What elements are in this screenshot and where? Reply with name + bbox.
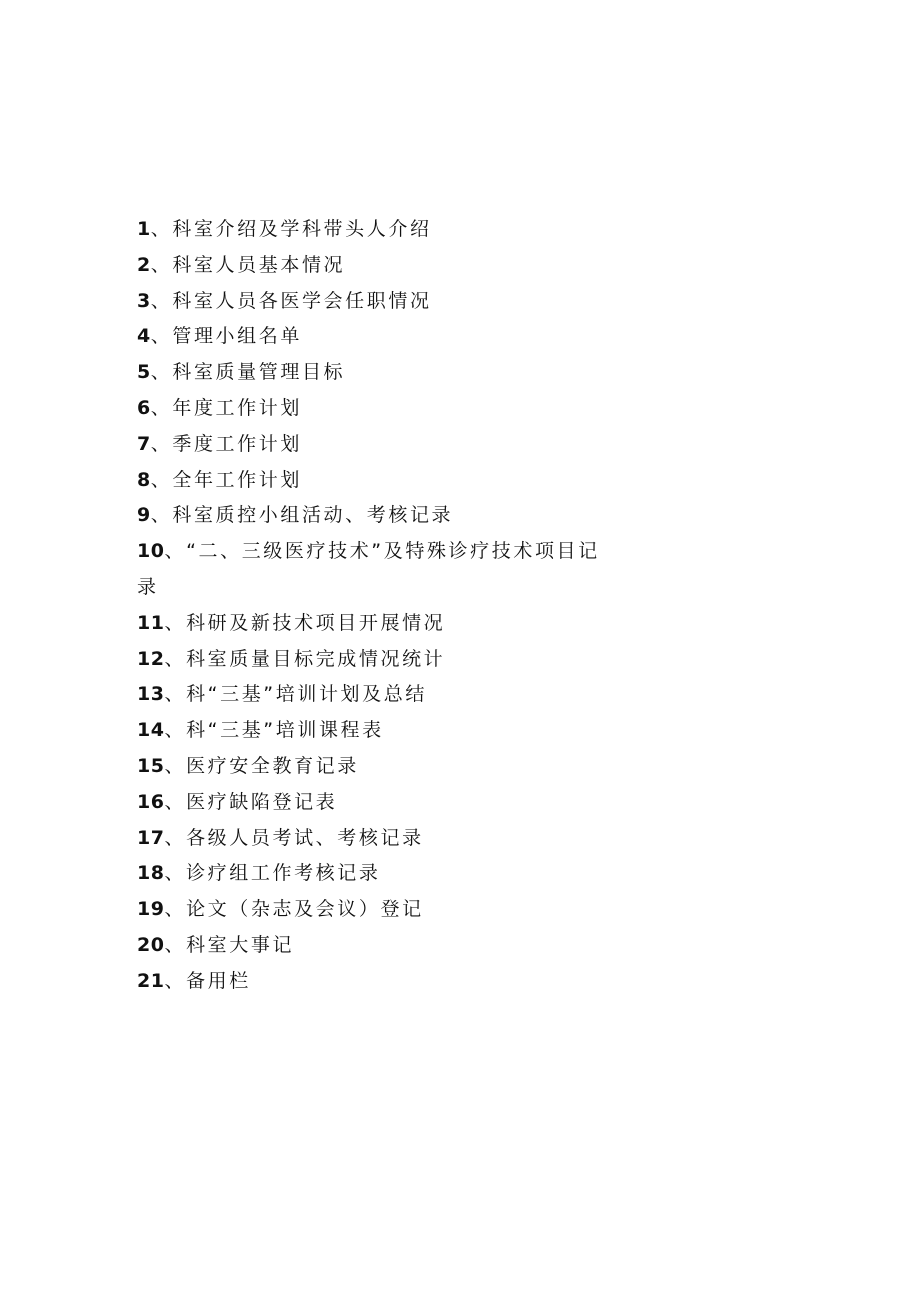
toc-item-separator: 、 (150, 325, 173, 348)
toc-item-separator: 、 (164, 683, 187, 706)
table-of-contents (137, 212, 617, 1000)
toc-item-text: 全年工作计划 (172, 468, 302, 491)
toc-item-text: “二、三级医疗技术”及特殊诊疗技术项目记录 (137, 540, 600, 598)
toc-item-separator: 、 (150, 432, 173, 455)
toc-item-7 (137, 427, 617, 463)
toc-item-number: 3 (137, 289, 151, 312)
toc-item-separator: 、 (150, 504, 173, 527)
toc-item-number: 15 (137, 754, 165, 777)
toc-item-number: 8 (137, 468, 151, 491)
toc-item-number: 7 (137, 432, 151, 455)
toc-item-number: 5 (137, 361, 151, 384)
toc-item-separator: 、 (164, 898, 187, 921)
toc-item-number: 1 (137, 218, 151, 240)
toc-item-separator: 、 (150, 289, 173, 312)
toc-item-10 (137, 534, 617, 606)
toc-item-2 (137, 248, 617, 284)
toc-item-number: 4 (137, 325, 151, 348)
toc-item-16 (137, 785, 617, 821)
toc-item-13 (137, 677, 617, 713)
toc-item-text: 季度工作计划 (172, 432, 302, 455)
toc-item-18 (137, 856, 617, 892)
toc-item-1 (137, 212, 617, 248)
toc-item-20 (137, 928, 617, 964)
toc-item-number: 19 (137, 898, 165, 921)
toc-item-11 (137, 606, 617, 642)
toc-item-19 (137, 892, 617, 928)
toc-item-9 (137, 498, 617, 534)
toc-item-separator: 、 (150, 468, 173, 491)
toc-item-number: 21 (137, 969, 165, 992)
toc-item-number: 2 (137, 253, 151, 276)
toc-item-8 (137, 463, 617, 499)
toc-item-3 (137, 284, 617, 320)
toc-item-number: 6 (137, 396, 151, 419)
toc-item-separator: 、 (164, 933, 187, 956)
toc-item-text: 科室质量目标完成情况统计 (186, 647, 446, 670)
toc-item-number: 16 (137, 790, 165, 813)
toc-item-text: 论文（杂志及会议）登记 (186, 898, 424, 921)
toc-item-separator: 、 (150, 396, 173, 419)
toc-item-text: 各级人员考试、考核记录 (186, 826, 424, 849)
toc-item-number: 11 (137, 611, 165, 634)
toc-item-text: 科室人员基本情况 (172, 253, 346, 276)
toc-item-separator: 、 (164, 969, 187, 992)
toc-item-number: 12 (137, 647, 165, 670)
toc-item-number: 17 (137, 826, 165, 849)
toc-item-separator: 、 (164, 790, 187, 813)
toc-item-separator: 、 (164, 862, 187, 885)
toc-item-5 (137, 355, 617, 391)
toc-item-text: 科研及新技术项目开展情况 (186, 611, 446, 634)
toc-item-text: 科室质控小组活动、考核记录 (172, 504, 454, 527)
toc-item-separator: 、 (164, 826, 187, 849)
toc-item-text: 科室大事记 (186, 933, 295, 956)
toc-item-6 (137, 391, 617, 427)
toc-item-14 (137, 713, 617, 749)
toc-item-text: 医疗安全教育记录 (186, 754, 359, 777)
toc-item-separator: 、 (150, 218, 173, 240)
toc-item-number: 14 (137, 719, 165, 742)
toc-item-number: 18 (137, 862, 165, 885)
toc-item-number: 20 (137, 933, 165, 956)
toc-item-separator: 、 (150, 361, 173, 384)
toc-item-text: 科室介绍及学科带头人介绍 (172, 218, 432, 240)
toc-item-number: 13 (137, 683, 165, 706)
toc-item-text: 管理小组名单 (172, 325, 302, 348)
toc-item-separator: 、 (164, 611, 187, 634)
toc-item-text: 科室质量管理目标 (172, 361, 346, 384)
toc-item-text: 备用栏 (186, 969, 251, 992)
toc-item-number: 10 (137, 540, 165, 563)
toc-item-separator: 、 (164, 754, 187, 777)
toc-item-4 (137, 319, 617, 355)
toc-item-text: 科“三基”培训课程表 (186, 719, 384, 742)
toc-item-text: 诊疗组工作考核记录 (186, 862, 381, 885)
toc-item-separator: 、 (164, 719, 187, 742)
toc-item-12 (137, 642, 617, 678)
toc-item-text: 科室人员各医学会任职情况 (172, 289, 432, 312)
toc-item-text: 医疗缺陷登记表 (186, 790, 338, 813)
toc-item-21 (137, 964, 617, 1000)
toc-item-text: 科“三基”培训计划及总结 (186, 683, 427, 706)
toc-item-separator: 、 (164, 540, 187, 563)
toc-item-separator: 、 (164, 647, 187, 670)
toc-item-number: 9 (137, 504, 151, 527)
toc-item-separator: 、 (150, 253, 173, 276)
toc-item-17 (137, 821, 617, 857)
toc-item-15 (137, 749, 617, 785)
toc-item-text: 年度工作计划 (172, 396, 302, 419)
